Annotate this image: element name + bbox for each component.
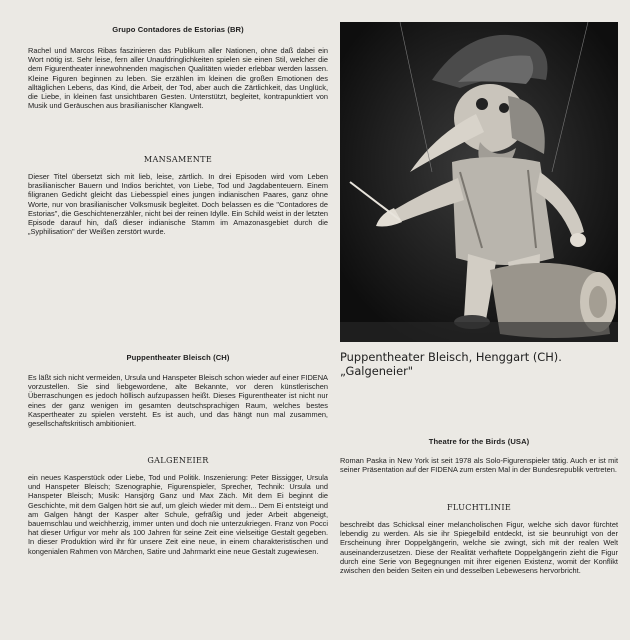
birds-heading: Theatre for the Birds (USA) [428, 437, 530, 446]
galgeneier-body: ein neues Kasperstück oder Liebe, Tod und Politik. Inszenierung: Peter Bissigger, Ursula und Hanspeter Bleisch; Szenographie, Figurenspieler, Sprecher, Technik: Ursula und Hanspeter Bleisch; Musik: Hansjörg Ganz und Max Zäch. Mit dem Ei beginnt die Geschichte, mit dem Galgen hört sie auf, um gleich wieder mit dem... Dem Ei entsteigt und am Galgen hängt der Kasper alter Schule, gefräßig und jeder Arbeit abgeneigt, bauernschlau und weichherzig, immer unten und doch nie unterzukriegen. Franz von Pocci hat dieser Urfigur vor mehr als 100 Jahren für seine Zeit eine vielseitige Gestalt gegeben. In dieser Produktion wird ihr für unsere Zeit eine neue, in einem charakteristischen und kongenialen Rahmen von Märchen, Satire und Jahrmarkt eine neue Gestalt zugewiesen. [28, 473, 328, 556]
mansamente-heading: MANSAMENTE [143, 154, 213, 164]
grupo-body: Rachel und Marcos Ribas faszinieren das Publikum aller Nationen, ohne daß dabei ein Wort nötig ist. Sehr leise, fern aller Unaufdringlichkeiten spielen sie einen Stil, welcher die dem Figurentheater innewohnenden magischen Qualitäten wieder erlebbar werden lassen. Kleine Figuren beginnen zu leben. Sie erzählen im kleinen die großen Emotionen des alltäglichen Lebens, das Kind, die Arbeit, der Tod, aber auch die Zärtlichkeit, das Unglück, die Liebe, in kleinen fast unsichtbaren Gesten. Unterstützt, begleitet, kontrapunktiert von Musik und Geräuschen aus brasilianischer Klangwelt. [28, 46, 328, 111]
bleisch-heading: Puppentheater Bleisch (CH) [126, 353, 230, 362]
fluchtlinie-body: beschreibt das Schicksal einer melancholischen Figur, welche sich davor fürchtet lebendig zu werden. Als sie ihr Spiegelbild entdeckt, ist sie beunruhigt von der Erscheinung ihrer Doppelgängerin, welche sie zwingt, sich mit der realen Welt auseinanderzusetzen. Diese der Realität verhaftete Doppelgängerin zieht die Figur durch eine Serie von Begegnungen mit ihrer eigenen Existenz, womit der Konflikt zwischen den beiden Seiten ein und desselben Lebewesens hervorbricht. [340, 520, 618, 576]
grupo-heading: Grupo Contadores de Estorias (BR) [112, 25, 244, 34]
marionette-photo-icon [340, 22, 618, 342]
photo-caption-line1: Puppentheater Bleisch, Henggart (CH). [340, 350, 562, 364]
photo-caption [340, 350, 618, 378]
photo-caption-line2: „Galgeneier" [340, 364, 414, 378]
fluchtlinie-heading: FLUCHTLINIE [446, 502, 512, 512]
bleisch-body: Es läßt sich nicht vermeiden, Ursula und Hanspeter Bleisch schon wieder auf einer FIDENA vorzustellen. Sie sind liebgewordene, alte Bekannte, vor deren künstlerischen Überraschungen es jedoch höllisch aufzupassen heißt. Dieses Figurentheater ist nicht nur eines der ganz wenigen im gesamten deutschsprachigen Raum, welches bestes Kaspertheater zu spielen versteht. Es ist auch, und das hängt nun mal zusammen, gesellschaftskritisch ambitioniert. [28, 373, 328, 429]
marionette-photo [340, 22, 618, 342]
birds-body: Roman Paska in New York ist seit 1978 als Solo-Figurenspieler tätig. Auch er ist mit seiner Präsentation auf der FIDENA zum ersten Mal in der Bundesrepublik vertreten. [340, 456, 618, 475]
mansamente-body: Dieser Titel übersetzt sich mit lieb, leise, zärtlich. In drei Episoden wird vom Leben brasilianischer Bauern und Indios berichtet, von Liebe, Tod und Jagdabenteuern. Einem filigranen Gedicht gleicht das Liebesspiel eines jungen indianischen Paares, ganz ohne Worte, nur von brasilianischer Volksmusik begleitet. Doch belassen es die "Contadores de Estorias", die Geschichtenerzähler, nicht bei der reinen Idylle. Ein Schild weist in der letzten Episode darauf hin, daß dieser indianische Stamm im Amazonasgebiet durch die „Syphilisation" der Weißen zerstört wurde. [28, 172, 328, 237]
galgeneier-heading: GALGENEIER [147, 455, 209, 465]
